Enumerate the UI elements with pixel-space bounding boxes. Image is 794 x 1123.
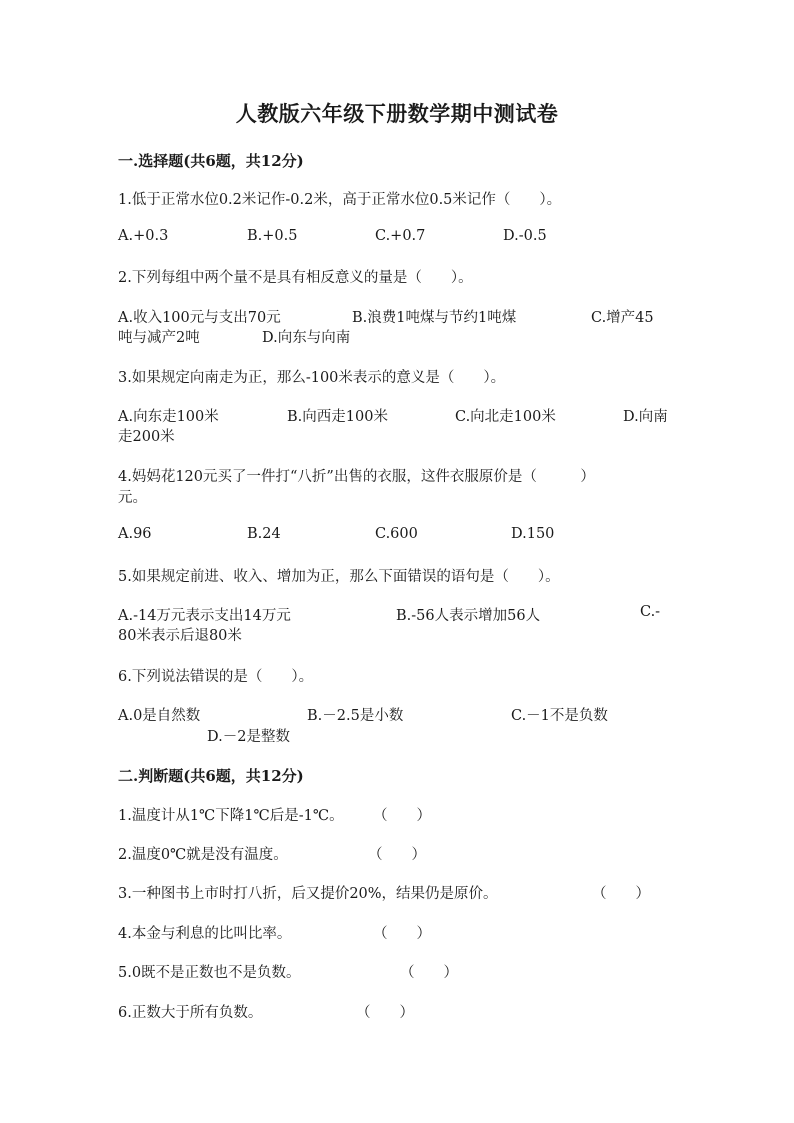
choice-option-d: D.向南 (623, 409, 668, 425)
choice-question-2: 2.下列每组中两个量不是具有相反意义的量是（ ）。 (118, 270, 473, 286)
answer-blank: （ ） (368, 847, 426, 863)
choice-option-d: D.向东与向南 (262, 330, 351, 346)
choice-option-a: A.+0.3 (118, 228, 169, 244)
judgement-question-5: 5.0既不是正数也不是负数。 (118, 965, 301, 981)
choice-option-d: D.－2是整数 (207, 729, 290, 745)
choice-question-4: 4.妈妈花120元买了一件打“八折”出售的衣服，这件衣服原价是（ ） (118, 469, 595, 485)
judgement-question-1: 1.温度计从1℃下降1℃后是-1℃。 (118, 808, 344, 824)
answer-blank: （ ） (356, 1005, 414, 1021)
choice-option-c: C.向北走100米 (455, 409, 556, 425)
section-heading-judgement: 二.判断题(共6题，共12分) (118, 767, 304, 785)
choice-option-c: C.增产45 (591, 310, 654, 326)
choice-option-d: D.-0.5 (503, 228, 547, 244)
choice-question-6: 6.下列说法错误的是（ ）。 (118, 669, 314, 685)
judgement-question-3: 3.一种图书上市时打八折，后又提价20%，结果仍是原价。 (118, 886, 498, 902)
choice-option-b: B.24 (247, 526, 281, 542)
judgement-question-4: 4.本金与利息的比叫比率。 (118, 926, 292, 942)
choice-option-c-continued: 80米表示后退80米 (118, 628, 242, 644)
choice-option-b: B.－2.5是小数 (307, 708, 404, 724)
choice-option-a: A.96 (118, 526, 152, 542)
choice-option-c: C.600 (375, 526, 418, 542)
answer-blank: （ ） (592, 886, 650, 902)
choice-option-d-continued: 走200米 (118, 429, 175, 445)
choice-option-b: B.-56人表示增加56人 (396, 608, 541, 624)
judgement-question-6: 6.正数大于所有负数。 (118, 1005, 263, 1021)
page-title: 人教版六年级下册数学期中测试卷 (235, 101, 559, 126)
choice-option-c: C.- (640, 604, 661, 620)
answer-blank: （ ） (373, 926, 431, 942)
choice-option-a: A.收入100元与支出70元 (118, 310, 281, 326)
choice-option-c: C.+0.7 (375, 228, 426, 244)
answer-blank: （ ） (373, 808, 431, 824)
choice-option-a: A.向东走100米 (118, 409, 219, 425)
choice-option-b: B.+0.5 (247, 228, 298, 244)
judgement-question-2: 2.温度0℃就是没有温度。 (118, 847, 288, 863)
choice-question-1: 1.低于正常水位0.2米记作-0.2米，高于正常水位0.5米记作（ ）。 (118, 192, 562, 208)
section-heading-choice: 一.选择题(共6题，共12分) (118, 152, 304, 170)
choice-option-d: D.150 (511, 526, 555, 542)
choice-option-a: A.0是自然数 (118, 708, 201, 724)
choice-option-a: A.-14万元表示支出14万元 (118, 608, 291, 624)
choice-question-3: 3.如果规定向南走为正，那么-100米表示的意义是（ ）。 (118, 370, 506, 386)
answer-blank: （ ） (400, 965, 458, 981)
choice-option-b: B.浪费1吨煤与节约1吨煤 (352, 310, 517, 326)
choice-option-c-continued: 吨与减产2吨 (118, 330, 200, 346)
choice-option-b: B.向西走100米 (287, 409, 388, 425)
choice-question-5: 5.如果规定前进、收入、增加为正，那么下面错误的语句是（ ）。 (118, 569, 560, 585)
choice-question-4-continued: 元。 (118, 490, 147, 506)
choice-option-c: C.－1不是负数 (511, 708, 608, 724)
